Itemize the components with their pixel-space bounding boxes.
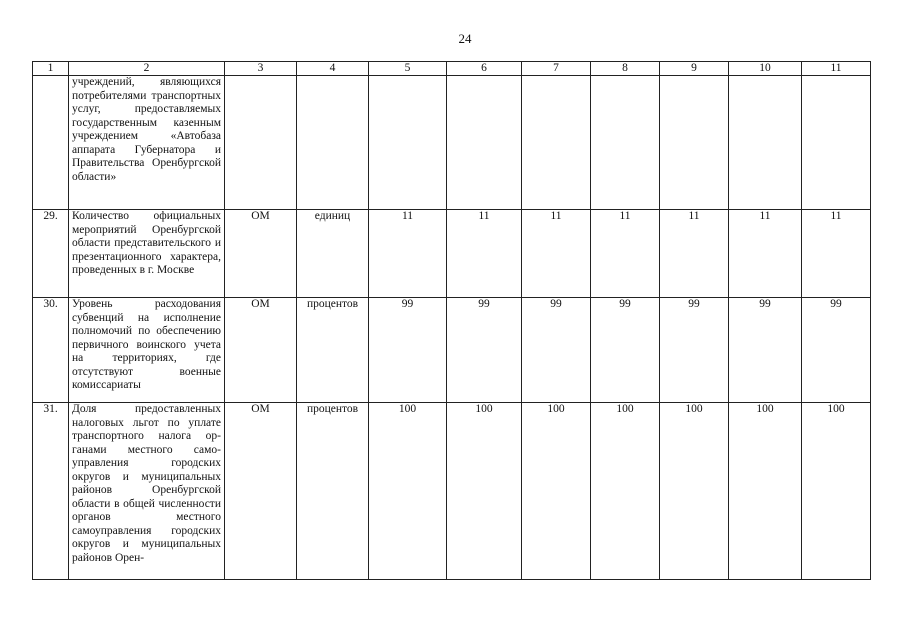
indicator-value: 99 — [591, 298, 660, 403]
indicator-value: 11 — [729, 210, 802, 298]
indicator-unit: процентов — [297, 298, 369, 403]
indicator-value: 100 — [729, 403, 802, 580]
indicator-value: 11 — [591, 210, 660, 298]
indicator-value: 11 — [522, 210, 591, 298]
indicator-name: Количество официальных мероприятий Оренбургской области представительского и презентационного характера, проведенных в г. Москве — [69, 210, 225, 298]
row-number: 31. — [33, 403, 69, 580]
indicator-value: 99 — [802, 298, 871, 403]
indicators-table — [32, 61, 871, 580]
table-row — [33, 210, 871, 298]
table-row — [33, 403, 871, 580]
indicator-unit: единиц — [297, 210, 369, 298]
indicator-value — [447, 76, 522, 210]
table-row — [33, 298, 871, 403]
column-header: 1 — [33, 62, 69, 76]
indicator-value: 11 — [447, 210, 522, 298]
column-header: 2 — [69, 62, 225, 76]
row-number: 30. — [33, 298, 69, 403]
indicator-value: 99 — [447, 298, 522, 403]
row-number: 29. — [33, 210, 69, 298]
indicator-value — [729, 76, 802, 210]
column-header: 4 — [297, 62, 369, 76]
indicator-unit — [297, 76, 369, 210]
column-header: 3 — [225, 62, 297, 76]
indicator-type — [225, 76, 297, 210]
indicator-type: ОМ — [225, 210, 297, 298]
indicator-unit: процентов — [297, 403, 369, 580]
indicator-value: 99 — [729, 298, 802, 403]
column-header: 6 — [447, 62, 522, 76]
table-header-row — [33, 62, 871, 76]
indicator-value: 100 — [522, 403, 591, 580]
indicator-value: 11 — [802, 210, 871, 298]
indicator-value — [802, 76, 871, 210]
indicator-type: ОМ — [225, 298, 297, 403]
indicator-value: 100 — [447, 403, 522, 580]
indicator-value: 100 — [802, 403, 871, 580]
indicator-value: 11 — [660, 210, 729, 298]
indicator-name: учреждений, являющихся потребителями транспортных услуг, предоставляемых государственным казенным учреждением «Автобаза аппарата Губернатора и Правительства Оренбургской области» — [69, 76, 225, 210]
indicator-name: Уровень расходования субвенций на исполнение полномочий по обеспечению первичного воинского учета на территориях, где отсутствуют военные комиссариаты — [69, 298, 225, 403]
page-number: 24 — [458, 31, 472, 46]
indicator-value — [591, 76, 660, 210]
indicator-value: 11 — [369, 210, 447, 298]
indicator-type: ОМ — [225, 403, 297, 580]
indicator-value: 99 — [522, 298, 591, 403]
column-header: 5 — [369, 62, 447, 76]
row-number — [33, 76, 69, 210]
indicator-value: 100 — [591, 403, 660, 580]
indicator-value: 100 — [369, 403, 447, 580]
indicator-value: 100 — [660, 403, 729, 580]
indicator-value — [522, 76, 591, 210]
indicator-value — [660, 76, 729, 210]
column-header: 8 — [591, 62, 660, 76]
indicator-value — [369, 76, 447, 210]
indicator-name: Доля предоставленных налоговых льгот по уплате транспортного налога органами местного самоуправления городских округов и муниципальных районов Оренбургской области в общей численности органов местного самоуправления городских округов и муниципальных районов Орен- — [69, 403, 225, 580]
table-row — [33, 76, 871, 210]
column-header: 7 — [522, 62, 591, 76]
column-header: 10 — [729, 62, 802, 76]
column-header: 9 — [660, 62, 729, 76]
indicator-value: 99 — [369, 298, 447, 403]
indicator-value: 99 — [660, 298, 729, 403]
column-header: 11 — [802, 62, 871, 76]
